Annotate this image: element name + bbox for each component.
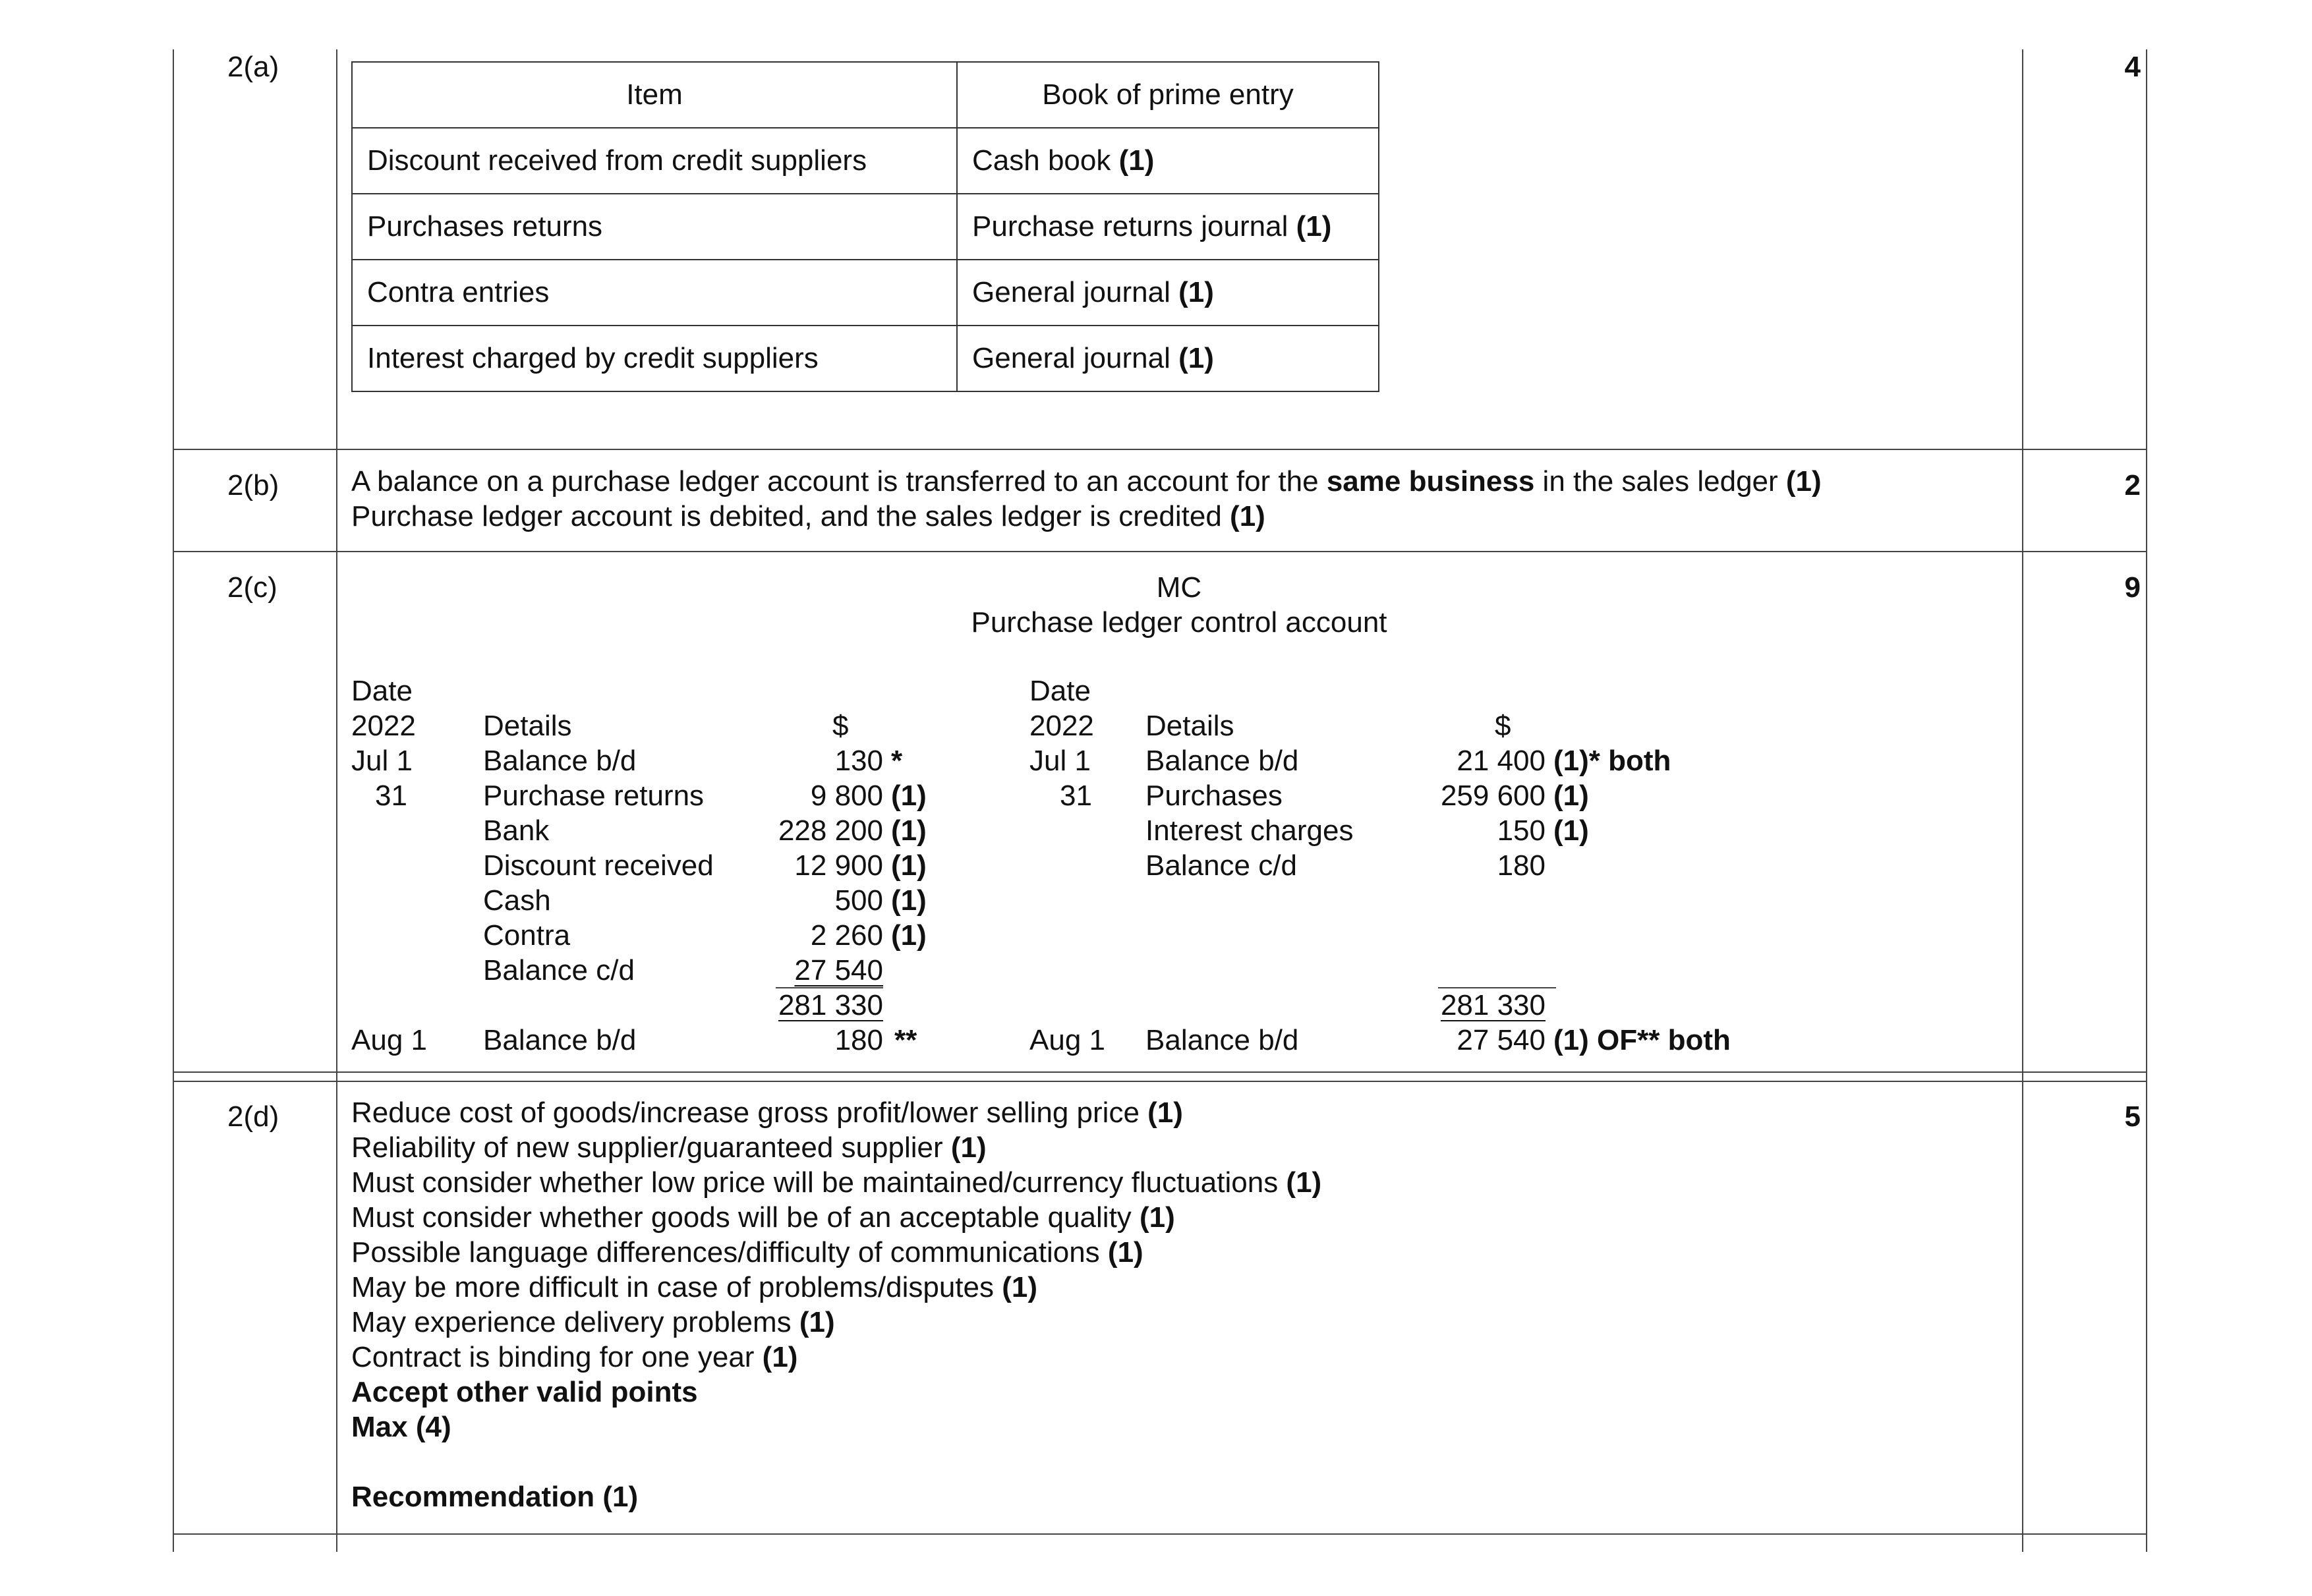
debit-row-details: Discount received [483,849,714,882]
debit-row-details: Cash [483,884,551,917]
book-cell [957,194,1379,260]
spacer [351,1444,1321,1479]
credit-closing-mark: (1) OF** both [1553,1024,1731,1056]
mark-award: (1) [762,1341,798,1373]
table-row [352,128,1379,194]
book-of-prime-entry-table [351,61,1379,392]
debit-date-label: Date [351,675,413,707]
debit-row-date: Jul 1 [351,745,413,777]
credit-year: 2022 [1029,710,1094,742]
credit-row-amount: 21 400 [1457,745,1546,777]
debit-row-details: Purchase returns [483,780,705,812]
accept-other-points: Accept other valid points [351,1376,698,1408]
credit-row-mark: (1) [1553,814,1589,847]
debit-currency-label: $ [832,710,849,742]
answer-2b [351,464,1822,534]
book-name: General journal [972,276,1170,308]
grid-line-left [173,49,174,1552]
marks-2d: 5 [2124,1100,2141,1133]
book-cell [957,260,1379,326]
row-divider-2d [173,1533,2147,1535]
question-number-2b: 2(b) [227,469,279,501]
mark-award: (1) [1140,1201,1175,1234]
debit-row-mark: (1) [891,780,927,812]
table-row [352,194,1379,260]
mark-award: (1) [799,1306,835,1338]
credit-total: 281 330 [1440,989,1546,1021]
marks-2b: 2 [2124,469,2141,501]
credit-balance-rule [1438,987,1556,988]
grid-line-right [2146,49,2147,1552]
credit-row-mark: (1)* both [1553,745,1671,777]
credit-closing-details: Balance b/d [1145,1024,1299,1056]
answer-2b-line2: Purchase ledger account is debited, and the sales ledger is credited (1) [351,500,1265,532]
debit-row-date: 31 [375,780,407,812]
book-name: Cash book [972,144,1111,177]
debit-row-amount: 12 900 [794,849,883,882]
credit-closing-amount: 27 540 [1457,1024,1546,1056]
book-name: General journal [972,342,1170,374]
credit-row-amount: 259 600 [1440,780,1546,812]
grid-line-col3 [2022,49,2023,1552]
credit-closing-date: Aug 1 [1029,1024,1105,1056]
account-title: Purchase ledger control account [971,606,1387,639]
credit-date-label: Date [1029,675,1091,707]
credit-row-amount: 180 [1497,849,1546,882]
debit-row-mark: (1) [891,814,927,847]
row-divider-2c-bottom [173,1081,2147,1082]
debit-row-amount: 27 540 [794,954,883,986]
row-divider-2c-top [173,1071,2147,1073]
debit-closing-amount: 180 [834,1024,883,1056]
debit-details-label: Details [483,710,572,742]
account-company: MC [1156,571,1202,604]
list-item: Reliability of new supplier/guaranteed supplier (1) [351,1131,987,1164]
debit-row-amount: 9 800 [810,780,883,812]
credit-details-label: Details [1145,710,1234,742]
max-marks: Max (4) [351,1411,451,1443]
book-name: Purchase returns journal [972,210,1288,242]
book-cell [957,128,1379,194]
mark-award: (1) [1178,342,1214,374]
list-item: Contract is binding for one year (1) [351,1341,798,1373]
debit-row-mark: (1) [891,919,927,952]
grid-line-col2 [336,49,337,1552]
answer-2b-line1: A balance on a purchase ledger account is transferred to an account for the same business in the sales ledger (1) [351,465,1822,498]
item-cell: Purchases returns [352,194,957,260]
answer-2d [351,1095,1321,1514]
debit-row-mark: (1) [891,884,927,917]
debit-row-mark: * [891,745,903,777]
credit-row-date: Jul 1 [1029,745,1091,777]
row-divider-2b [173,551,2147,552]
row-divider-2a [173,449,2147,450]
debit-row-details: Contra [483,919,571,952]
mark-award: (1) [1118,144,1155,177]
marks-2c: 9 [2124,571,2141,604]
credit-row-details: Balance b/d [1145,745,1299,777]
mark-award: (1) [1296,210,1332,242]
column-header-book: Book of prime entry [957,62,1379,128]
credit-row-mark: (1) [1553,780,1589,812]
list-item: Must consider whether low price will be maintained/currency fluctuations (1) [351,1166,1322,1199]
item-cell: Contra entries [352,260,957,326]
marks-2a: 4 [2124,51,2141,83]
recommendation: Recommendation (1) [351,1481,639,1513]
mark-award: (1) [1002,1271,1037,1303]
question-number-2d: 2(d) [227,1100,279,1133]
credit-row-details: Purchases [1145,780,1283,812]
credit-row-details: Balance c/d [1145,849,1297,882]
list-item: Reduce cost of goods/increase gross profit/lower selling price (1) [351,1097,1183,1129]
debit-closing-details: Balance b/d [483,1024,637,1056]
list-item: May experience delivery problems (1) [351,1306,835,1338]
table-row [352,260,1379,326]
mark-award: (1) [1178,276,1214,308]
debit-row-amount: 130 [834,745,883,777]
question-number-2a: 2(a) [227,51,279,83]
debit-closing-date: Aug 1 [351,1024,427,1056]
mark-award: (1) [1286,1166,1322,1199]
table-row [352,326,1379,391]
list-item: Possible language differences/difficulty of communications (1) [351,1236,1143,1268]
column-header-item: Item [352,62,957,128]
credit-row-amount: 150 [1497,814,1546,847]
credit-row-date: 31 [1060,780,1092,812]
debit-row-mark: (1) [891,849,927,882]
debit-balance-rule [776,987,883,988]
debit-row-amount: 2 260 [810,919,883,952]
debit-year: 2022 [351,710,416,742]
debit-row-details: Balance c/d [483,954,635,986]
list-item: Must consider whether goods will be of an acceptable quality (1) [351,1201,1175,1234]
mark-award: (1) [1785,465,1822,498]
debit-total: 281 330 [778,989,883,1021]
item-cell: Interest charged by credit suppliers [352,326,957,391]
mark-award: (1) [950,1131,987,1164]
mark-award: (1) [1147,1097,1183,1129]
debit-row-amount: 500 [834,884,883,917]
book-cell [957,326,1379,391]
debit-closing-mark: ** [894,1024,917,1056]
credit-currency-label: $ [1495,710,1511,742]
debit-row-details: Balance b/d [483,745,637,777]
debit-row-details: Bank [483,814,550,847]
question-number-2c: 2(c) [227,571,277,604]
item-cell: Discount received from credit suppliers [352,128,957,194]
credit-row-details: Interest charges [1145,814,1354,847]
list-item: May be more difficult in case of problems/disputes (1) [351,1271,1037,1303]
debit-row-amount: 228 200 [778,814,883,847]
mark-award: (1) [1230,500,1265,532]
table-header-row [352,62,1379,128]
mark-award: (1) [1107,1236,1143,1268]
